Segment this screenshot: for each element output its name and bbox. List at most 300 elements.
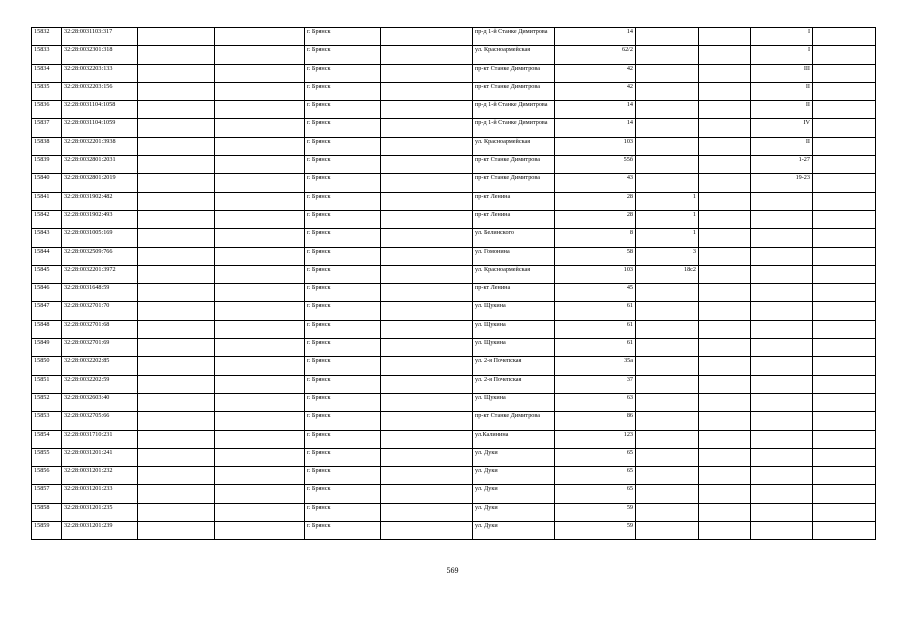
house-number-cell: 103 [555,137,636,155]
city-cell: г. Брянск [305,503,381,521]
empty-cell [813,412,876,430]
street-cell: ул.Калинина [473,430,555,448]
empty-cell [215,64,305,82]
cadastral-number-cell: 32:28:0031104:1058 [62,101,138,119]
city-cell: г. Брянск [305,430,381,448]
empty-cell [138,320,215,338]
empty-cell [381,210,473,228]
house-number-cell: 59 [555,522,636,540]
city-cell: г. Брянск [305,174,381,192]
street-cell: ул. Щукина [473,393,555,411]
empty-cell [699,467,751,485]
empty-cell [215,174,305,192]
city-cell: г. Брянск [305,137,381,155]
building-cell [636,393,699,411]
house-number-cell: 37 [555,375,636,393]
record-id-cell: 15841 [32,192,62,210]
empty-cell [699,522,751,540]
building-cell [636,82,699,100]
table-row [32,101,876,119]
empty-cell [699,393,751,411]
empty-cell [699,229,751,247]
empty-cell [215,265,305,283]
empty-cell [138,174,215,192]
street-cell: пр-кт Ленина [473,284,555,302]
apartment-cell: II [751,137,813,155]
empty-cell [215,430,305,448]
apartment-cell [751,393,813,411]
record-id-cell: 15844 [32,247,62,265]
empty-cell [381,28,473,46]
apartment-cell: 1-27 [751,156,813,174]
empty-cell [138,210,215,228]
building-cell [636,375,699,393]
table-row [32,339,876,357]
record-id-cell: 15835 [32,82,62,100]
empty-cell [215,284,305,302]
house-number-cell: 43 [555,174,636,192]
empty-cell [215,101,305,119]
building-cell: 18с2 [636,265,699,283]
street-cell: ул. 2-я Почепская [473,357,555,375]
cadastral-number-cell: 32:28:0031005:169 [62,229,138,247]
empty-cell [215,247,305,265]
table-row [32,28,876,46]
empty-cell [215,522,305,540]
record-id-cell: 15858 [32,503,62,521]
street-cell: пр-д 1-й Станке Димитрова [473,119,555,137]
empty-cell [138,64,215,82]
cadastral-number-cell: 32:28:0031902:493 [62,210,138,228]
city-cell: г. Брянск [305,82,381,100]
empty-cell [381,64,473,82]
apartment-cell [751,210,813,228]
record-id-cell: 15833 [32,46,62,64]
house-number-cell: 42 [555,82,636,100]
empty-cell [813,503,876,521]
empty-cell [381,430,473,448]
record-id-cell: 15838 [32,137,62,155]
empty-cell [699,28,751,46]
street-cell: пр-д 1-й Станке Димитрова [473,101,555,119]
city-cell: г. Брянск [305,412,381,430]
empty-cell [381,229,473,247]
table-row [32,375,876,393]
empty-cell [381,265,473,283]
empty-cell [138,119,215,137]
empty-cell [138,265,215,283]
record-id-cell: 15854 [32,430,62,448]
table-row [32,265,876,283]
building-cell: 1 [636,210,699,228]
house-number-cell: 28 [555,210,636,228]
street-cell: ул. Щукина [473,320,555,338]
empty-cell [381,448,473,466]
cadastral-number-cell: 32:28:0032201:3972 [62,265,138,283]
apartment-cell [751,430,813,448]
apartment-cell [751,192,813,210]
empty-cell [138,82,215,100]
cadastral-number-cell: 32:28:0031201:235 [62,503,138,521]
empty-cell [215,375,305,393]
building-cell [636,174,699,192]
street-cell: ул. Красноармейская [473,137,555,155]
empty-cell [381,485,473,503]
empty-cell [813,156,876,174]
registry-table [31,27,876,540]
apartment-cell [751,448,813,466]
city-cell: г. Брянск [305,302,381,320]
empty-cell [138,229,215,247]
building-cell [636,284,699,302]
empty-cell [699,192,751,210]
record-id-cell: 15850 [32,357,62,375]
building-cell [636,522,699,540]
empty-cell [215,467,305,485]
empty-cell [813,467,876,485]
house-number-cell: 14 [555,28,636,46]
city-cell: г. Брянск [305,357,381,375]
house-number-cell: 61 [555,339,636,357]
cadastral-number-cell: 32:28:0031201:241 [62,448,138,466]
record-id-cell: 15853 [32,412,62,430]
table-row [32,82,876,100]
city-cell: г. Брянск [305,375,381,393]
empty-cell [138,28,215,46]
cadastral-number-cell: 32:28:0031104:1059 [62,119,138,137]
empty-cell [699,265,751,283]
apartment-cell [751,284,813,302]
empty-cell [813,339,876,357]
street-cell: пр-кт Станке Димитрова [473,174,555,192]
building-cell [636,156,699,174]
cadastral-number-cell: 32:28:0031648:59 [62,284,138,302]
page-number: 569 [446,566,459,575]
street-cell: ул. Щукина [473,339,555,357]
apartment-cell: II [751,101,813,119]
table-row [32,46,876,64]
cadastral-number-cell: 32:28:0032603:40 [62,393,138,411]
empty-cell [381,46,473,64]
building-cell [636,320,699,338]
empty-cell [215,357,305,375]
cadastral-number-cell: 32:28:0031201:232 [62,467,138,485]
apartment-cell [751,247,813,265]
cadastral-number-cell: 32:28:0032701:70 [62,302,138,320]
empty-cell [381,522,473,540]
empty-cell [215,156,305,174]
building-cell [636,339,699,357]
empty-cell [813,210,876,228]
table-row [32,284,876,302]
house-number-cell: 42 [555,64,636,82]
city-cell: г. Брянск [305,119,381,137]
table-row [32,485,876,503]
empty-cell [381,82,473,100]
table-row [32,119,876,137]
house-number-cell: 55б [555,156,636,174]
empty-cell [381,284,473,302]
empty-cell [381,247,473,265]
record-id-cell: 15857 [32,485,62,503]
empty-cell [215,339,305,357]
empty-cell [699,503,751,521]
empty-cell [138,302,215,320]
cadastral-number-cell: 32:28:0032201:3938 [62,137,138,155]
cadastral-number-cell: 32:28:0031103:317 [62,28,138,46]
building-cell: 1 [636,192,699,210]
cadastral-number-cell: 32:28:0032801:2031 [62,156,138,174]
empty-cell [138,522,215,540]
table-row [32,156,876,174]
empty-cell [813,302,876,320]
street-cell: пр-кт Станке Димитрова [473,156,555,174]
record-id-cell: 15851 [32,375,62,393]
city-cell: г. Брянск [305,247,381,265]
building-cell: 1 [636,229,699,247]
apartment-cell: 19-23 [751,174,813,192]
table-row [32,210,876,228]
record-id-cell: 15846 [32,284,62,302]
house-number-cell: 65 [555,485,636,503]
cadastral-number-cell: 32:28:0032701:68 [62,320,138,338]
street-cell: пр-кт Станке Димитрова [473,412,555,430]
house-number-cell: 8 [555,229,636,247]
street-cell: ул. 2-я Почепская [473,375,555,393]
table-row [32,357,876,375]
empty-cell [813,64,876,82]
empty-cell [813,229,876,247]
house-number-cell: 65 [555,448,636,466]
table-row [32,448,876,466]
street-cell: ул. Щукина [473,302,555,320]
empty-cell [699,320,751,338]
table-row [32,192,876,210]
empty-cell [138,485,215,503]
empty-cell [381,101,473,119]
apartment-cell: II [751,82,813,100]
empty-cell [813,192,876,210]
table-row [32,64,876,82]
city-cell: г. Брянск [305,320,381,338]
city-cell: г. Брянск [305,210,381,228]
empty-cell [813,284,876,302]
empty-cell [813,101,876,119]
cadastral-number-cell: 32:28:0031710:231 [62,430,138,448]
cadastral-number-cell: 32:28:0032509:766 [62,247,138,265]
cadastral-number-cell: 32:28:0032203:133 [62,64,138,82]
apartment-cell [751,339,813,357]
empty-cell [813,522,876,540]
empty-cell [813,430,876,448]
empty-cell [138,357,215,375]
empty-cell [699,412,751,430]
empty-cell [699,156,751,174]
street-cell: ул. Дуки [473,503,555,521]
city-cell: г. Брянск [305,448,381,466]
table-row [32,174,876,192]
cadastral-number-cell: 32:28:0032203:156 [62,82,138,100]
apartment-cell: I [751,46,813,64]
city-cell: г. Брянск [305,64,381,82]
empty-cell [813,357,876,375]
building-cell [636,28,699,46]
empty-cell [381,192,473,210]
empty-cell [699,339,751,357]
building-cell [636,467,699,485]
empty-cell [138,192,215,210]
empty-cell [215,229,305,247]
apartment-cell [751,467,813,485]
street-cell: пр-кт Станке Димитрова [473,82,555,100]
house-number-cell: 65 [555,467,636,485]
empty-cell [381,174,473,192]
street-cell: пр-кт Ленина [473,210,555,228]
empty-cell [813,119,876,137]
empty-cell [381,467,473,485]
record-id-cell: 15855 [32,448,62,466]
table-row [32,137,876,155]
cadastral-number-cell: 32:28:0032202:59 [62,375,138,393]
street-cell: ул. Гомонина [473,247,555,265]
street-cell: ул. Дуки [473,522,555,540]
house-number-cell: 86 [555,412,636,430]
empty-cell [138,412,215,430]
apartment-cell [751,265,813,283]
empty-cell [138,156,215,174]
empty-cell [699,485,751,503]
street-cell: ул. Белинского [473,229,555,247]
building-cell [636,46,699,64]
cadastral-number-cell: 32:28:0032705:66 [62,412,138,430]
registry-table-body [32,28,876,540]
empty-cell [138,375,215,393]
apartment-cell [751,357,813,375]
city-cell: г. Брянск [305,229,381,247]
empty-cell [215,503,305,521]
empty-cell [215,192,305,210]
empty-cell [138,467,215,485]
empty-cell [699,430,751,448]
record-id-cell: 15856 [32,467,62,485]
record-id-cell: 15845 [32,265,62,283]
building-cell: 3 [636,247,699,265]
empty-cell [381,357,473,375]
empty-cell [699,101,751,119]
empty-cell [381,503,473,521]
city-cell: г. Брянск [305,522,381,540]
table-row [32,393,876,411]
empty-cell [813,174,876,192]
cadastral-number-cell: 32:28:0032202:85 [62,357,138,375]
house-number-cell: 45 [555,284,636,302]
empty-cell [699,357,751,375]
house-number-cell: 62/2 [555,46,636,64]
empty-cell [138,247,215,265]
city-cell: г. Брянск [305,339,381,357]
city-cell: г. Брянск [305,156,381,174]
record-id-cell: 15832 [32,28,62,46]
cadastral-number-cell: 32:28:0031902:482 [62,192,138,210]
empty-cell [699,46,751,64]
record-id-cell: 15836 [32,101,62,119]
empty-cell [699,82,751,100]
record-id-cell: 15834 [32,64,62,82]
empty-cell [381,339,473,357]
building-cell [636,357,699,375]
empty-cell [813,46,876,64]
building-cell [636,485,699,503]
empty-cell [699,210,751,228]
apartment-cell [751,229,813,247]
city-cell: г. Брянск [305,192,381,210]
street-cell: ул. Дуки [473,485,555,503]
empty-cell [813,448,876,466]
building-cell [636,64,699,82]
building-cell [636,137,699,155]
apartment-cell [751,375,813,393]
empty-cell [699,119,751,137]
empty-cell [215,28,305,46]
cadastral-number-cell: 32:28:0031201:233 [62,485,138,503]
table-row [32,412,876,430]
empty-cell [215,302,305,320]
record-id-cell: 15859 [32,522,62,540]
city-cell: г. Брянск [305,28,381,46]
empty-cell [813,137,876,155]
empty-cell [138,101,215,119]
apartment-cell: IV [751,119,813,137]
table-row [32,503,876,521]
empty-cell [381,302,473,320]
empty-cell [699,302,751,320]
cadastral-number-cell: 32:28:0031201:239 [62,522,138,540]
city-cell: г. Брянск [305,393,381,411]
cadastral-number-cell: 32:28:0032301:318 [62,46,138,64]
record-id-cell: 15843 [32,229,62,247]
house-number-cell: 63 [555,393,636,411]
empty-cell [215,393,305,411]
empty-cell [215,82,305,100]
empty-cell [813,485,876,503]
empty-cell [138,430,215,448]
empty-cell [813,375,876,393]
empty-cell [813,393,876,411]
city-cell: г. Брянск [305,101,381,119]
house-number-cell: 61 [555,320,636,338]
house-number-cell: 59 [555,503,636,521]
empty-cell [813,247,876,265]
record-id-cell: 15839 [32,156,62,174]
house-number-cell: 123 [555,430,636,448]
empty-cell [138,284,215,302]
table-row [32,320,876,338]
house-number-cell: 103 [555,265,636,283]
house-number-cell: 14 [555,101,636,119]
empty-cell [813,28,876,46]
apartment-cell [751,522,813,540]
apartment-cell [751,412,813,430]
record-id-cell: 15842 [32,210,62,228]
empty-cell [215,448,305,466]
empty-cell [215,485,305,503]
empty-cell [699,284,751,302]
empty-cell [381,375,473,393]
record-id-cell: 15848 [32,320,62,338]
house-number-cell: 61 [555,302,636,320]
empty-cell [699,448,751,466]
table-row [32,522,876,540]
